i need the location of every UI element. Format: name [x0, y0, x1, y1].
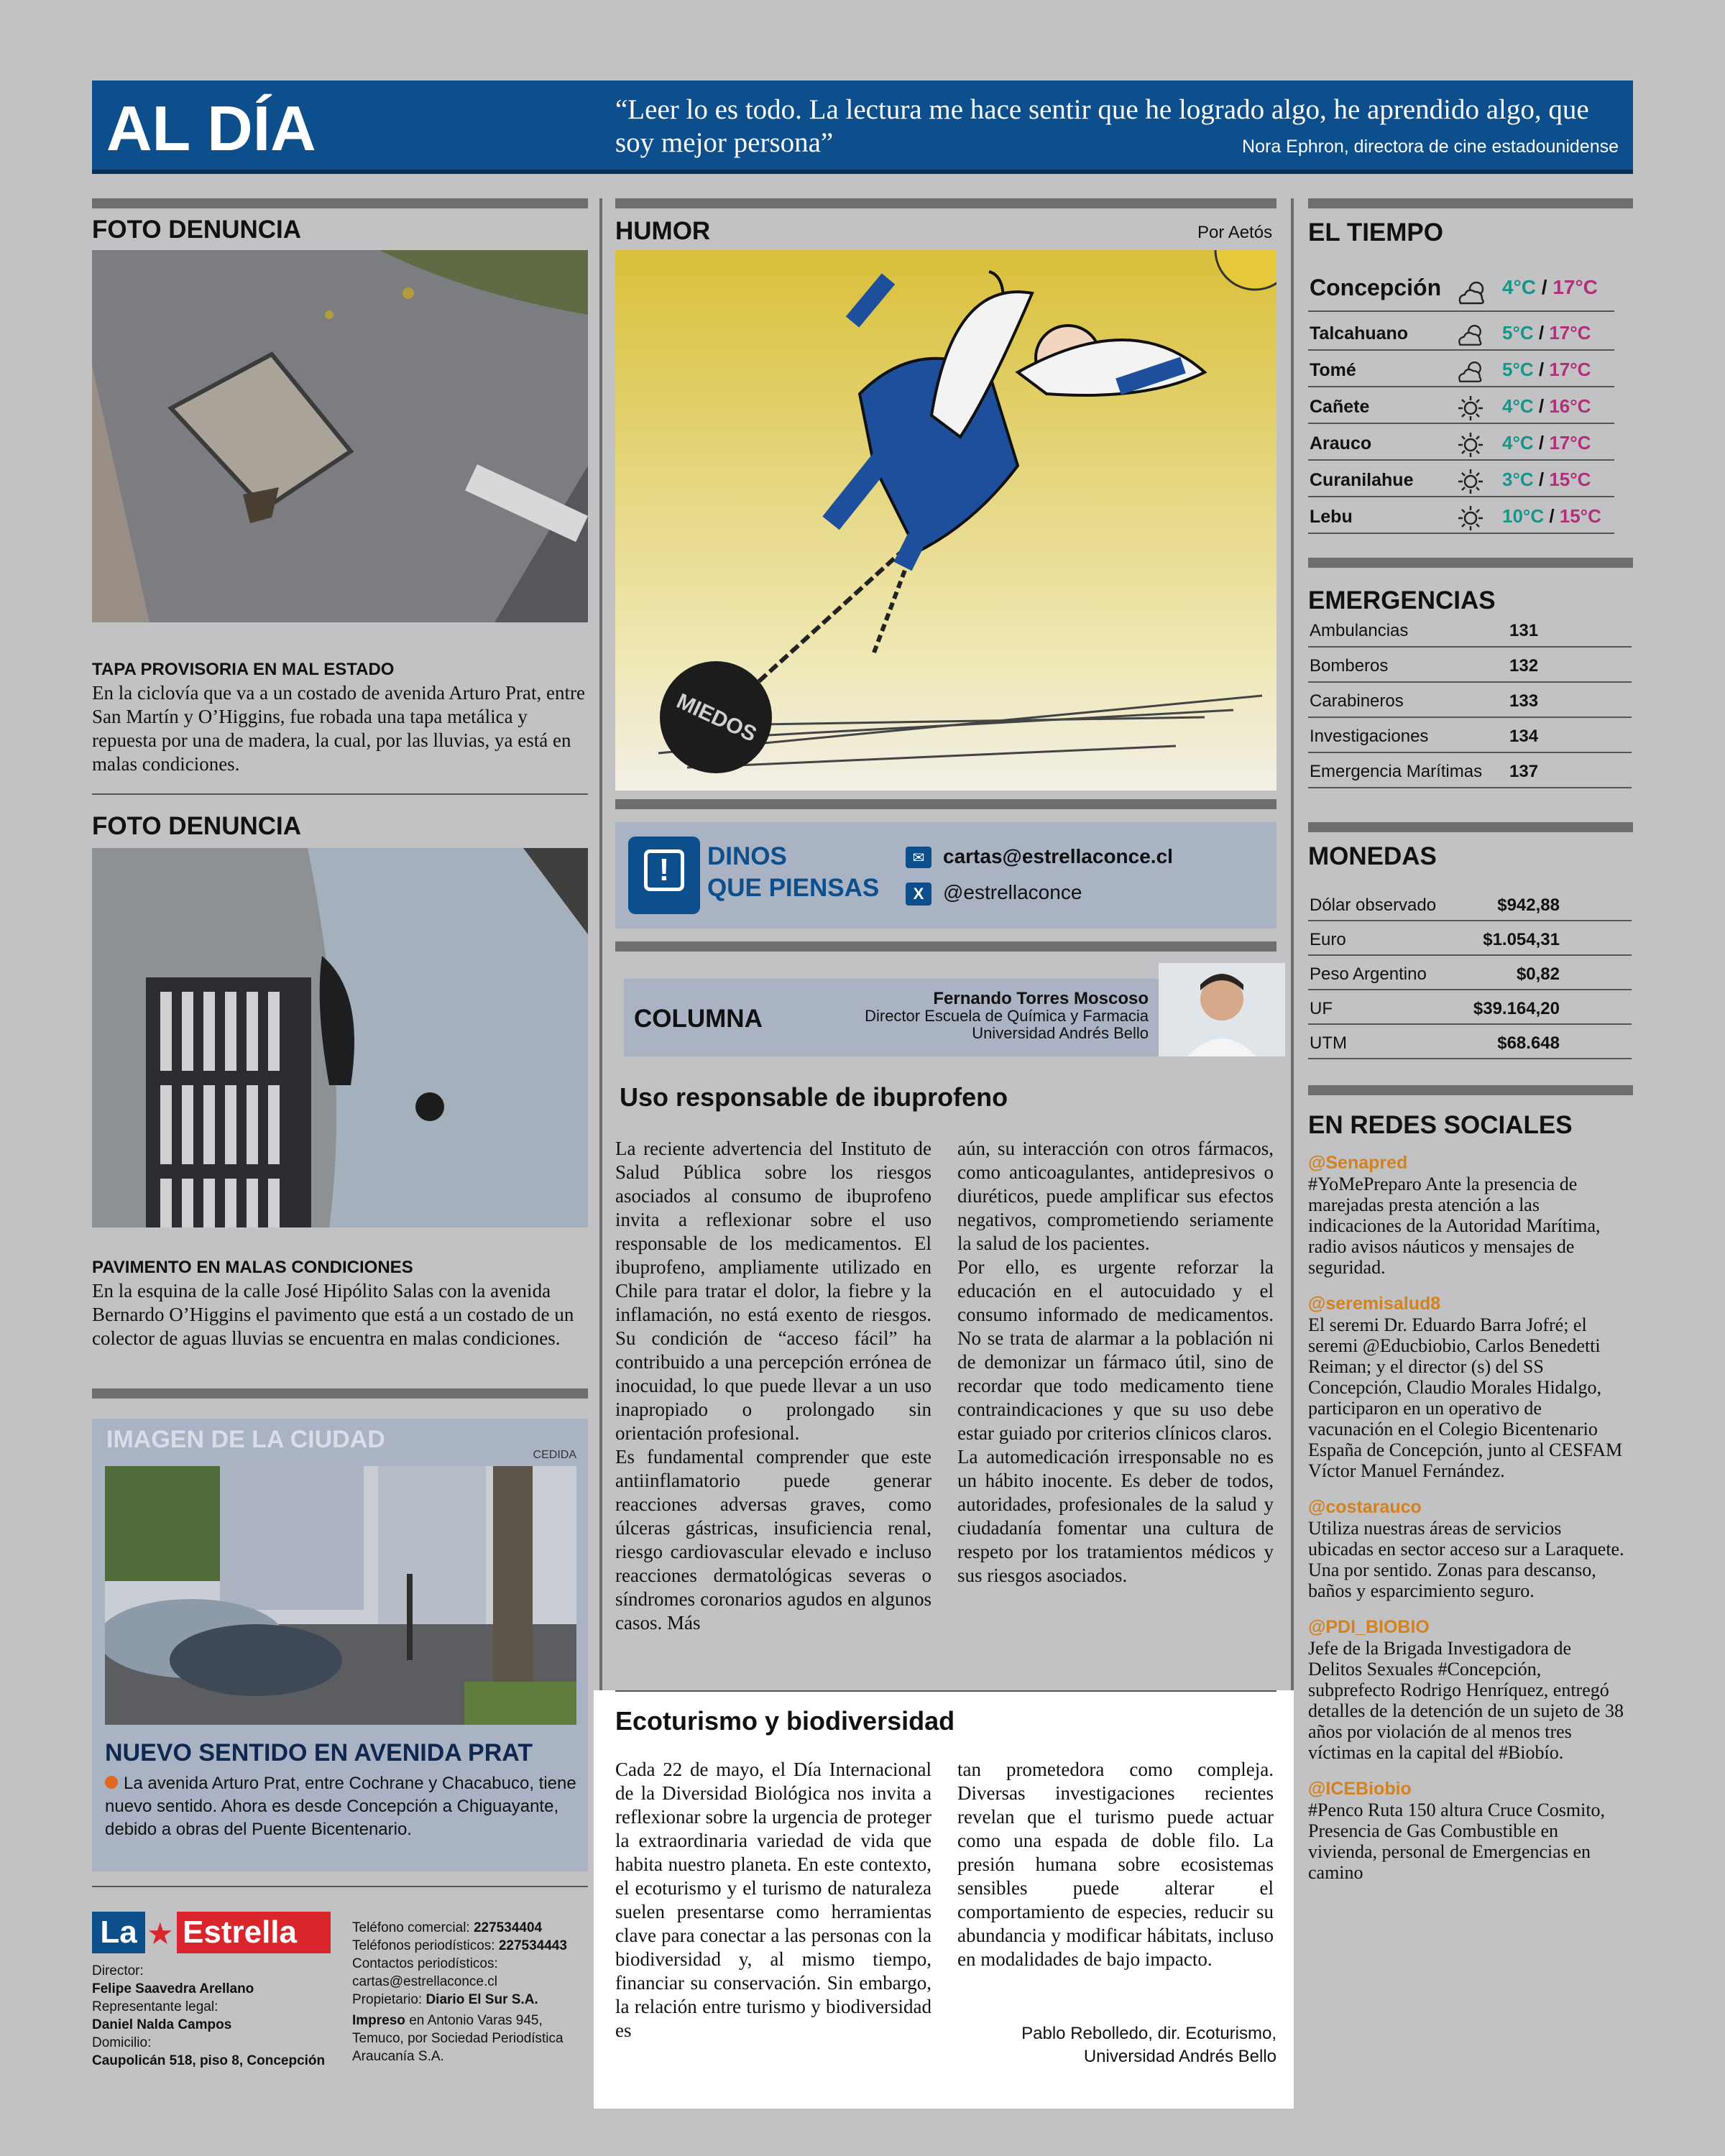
- social-post: [1308, 1779, 1624, 1883]
- imagen-ciudad-title: NUEVO SENTIDO EN AVENIDA PRAT: [105, 1739, 533, 1766]
- social-text: #YoMePreparo Ante la presencia de marejadas presta atención a las indicaciones de la Autoridad Marítima, radio avisos náuticos y mensajes de seguridad.: [1308, 1174, 1601, 1278]
- speech-bubble-icon: !: [628, 837, 700, 914]
- emergencia-label: Bomberos: [1310, 656, 1389, 676]
- social-post: [1308, 1617, 1624, 1763]
- contact-email[interactable]: cartas@estrellaconce.cl: [943, 845, 1173, 867]
- moneda-row: [1308, 921, 1632, 956]
- foto-denuncia-text: En la ciclovía que va a un costado de avenida Arturo Prat, entre San Martín y O’Higgins, fue robada una tapa metálica y repuesta por una de madera, la cual, por las lluvias, ya está en malas condiciones.: [92, 682, 585, 775]
- weather-temps: 5°C / 17°C: [1502, 322, 1591, 344]
- social-post: [1308, 1497, 1624, 1601]
- foto-denuncia-title: TAPA PROVISORIA EN MAL ESTADO: [92, 660, 395, 679]
- social-text: El seremi Dr. Eduardo Barra Jofré; el seremi @Educbiobio, Carlos Benedetti Reiman; y el director (s) del SS Concepción, Claudio Morales Hidalgo, participaron en un operativo de vacunación en el Colegio Bicentenario España de Concepción, junto al CESFAM Víctor Manuel Fernández.: [1308, 1314, 1623, 1481]
- moneda-row: [1308, 887, 1632, 921]
- star-icon: ★: [147, 1916, 174, 1951]
- emergencia-number: 131: [1509, 621, 1539, 640]
- weather-row: [1308, 351, 1614, 387]
- ecoturismo-box: [594, 1690, 1294, 2109]
- emergencia-row: [1308, 648, 1632, 683]
- foto-denuncia-heading: FOTO DENUNCIA: [92, 216, 302, 244]
- photo-credit: CEDIDA: [533, 1449, 576, 1461]
- foto-denuncia-photo-2: [92, 848, 588, 1227]
- tiempo-heading: EL TIEMPO: [1308, 218, 1443, 247]
- columna-col2: aún, su interacción con otros fármacos, como anticoagulantes, antidepresivos o diuréticos, puede amplificar sus efectos negativos, comprometiendo seriamente la salud de los pacientes. Por ello, es urgente reforzar la educación en el autocuidado y el consumo informado de medicamentos. No se trata de alarmar a la población ni de demonizar un fármaco útil, sino de recordar que todo medicamento tiene contraindicaciones y que su uso debe estar guiado por criterios clínicos claros. La automedicación irresponsable no es un hábito inocente. Es deber de todos, autoridades, profesionales de la salud y ciudadanía fomentar una cultura de respeto por los tratamientos médicos y sus riesgos asociados.: [957, 1138, 1274, 1586]
- section-rule: [1308, 1085, 1633, 1095]
- newspaper-logo: La ★ Estrella: [92, 1912, 329, 1953]
- monedas-heading: MONEDAS: [1308, 842, 1437, 870]
- redes-list: [1308, 1153, 1624, 1899]
- weather-temps: 4°C / 17°C: [1502, 432, 1591, 453]
- columna-heading: COLUMNA: [634, 1005, 763, 1033]
- sun-icon: [1455, 504, 1486, 533]
- emergencia-row: [1308, 683, 1632, 718]
- humor-cartoon: [615, 250, 1276, 791]
- weather-row: [1308, 461, 1614, 497]
- emergencia-label: Carabineros: [1310, 691, 1404, 711]
- x-icon: X: [906, 883, 932, 906]
- ecoturismo-title: Ecoturismo y biodiversidad: [615, 1706, 955, 1736]
- footer-staff: Director: Felipe Saavedra Arellano Representante legal: Daniel Nalda Campos Domicilio: Caupolicán 518, piso 8, Concepción: [92, 1963, 326, 2068]
- section-rule: [1308, 558, 1633, 568]
- moneda-label: UTM: [1310, 1033, 1347, 1053]
- section-rule: [92, 1388, 588, 1399]
- bullet-icon: [105, 1776, 118, 1789]
- moneda-row: [1308, 956, 1632, 990]
- moneda-label: UF: [1310, 999, 1333, 1018]
- footer-contacts: Teléfono comercial: 227534404 Teléfonos periodísticos: 227534443 Contactos periodísticos: cartas@estrellaconce.cl Propietario: Diario El Sur S.A. Impreso en Antonio Varas 945, Temuco, por Sociedad Periodística Araucanía S.A.: [352, 1920, 567, 2064]
- mail-icon: ✉: [906, 847, 932, 868]
- ecoturismo-col2: tan prometedora como compleja. Diversas investigaciones recientes revelan que el turismo puede actuar como una espada de doble filo. La presión humana sobre ecosistemas sensibles puede alterar el comportamiento de especies, reducir su abundancia y modificar hábitats, incluso en modalidades de bajo impacto.: [957, 1759, 1274, 1970]
- foto-denuncia-text-2: En la esquina de la calle José Hipólito Salas con la avenida Bernardo O’Higgins el pavimento que está a un costado de un colector de aguas lluvias se encuentra en malas condiciones.: [92, 1280, 574, 1349]
- columna-col1: La reciente advertencia del Instituto de Salud Pública sobre los riesgos asociados al consumo de ibuprofeno invita a reflexionar sobre el uso responsable de los medicamentos. El ibuprofeno, ampliamente utilizado en Chile para tratar el dolor, la fiebre y la inflamación, no está exento de riesgos. Su condición de “acceso fácil” ha contribuido a una percepción errónea de inocuidad, lo que puede llevar a un uso inapropiado o prolongado sin orientación profesional. Es fundamental comprender que este antiinflamatorio puede generar reacciones adversas graves, como úlceras gástricas, insuficiencia renal, riesgo cardiovascular elevado e incluso reacciones dermatológicas severas o síndromes coronarios agudos en algunos casos. Más: [615, 1138, 932, 1634]
- weather-city: Curanilahue: [1310, 470, 1414, 490]
- weather-temps: 3°C / 15°C: [1502, 469, 1591, 490]
- emergencia-number: 137: [1509, 762, 1539, 781]
- moneda-value: $1.054,31: [1483, 930, 1560, 949]
- weather-city: Talcahuano: [1310, 323, 1409, 344]
- sun-icon: [1455, 394, 1486, 423]
- section-rule: [615, 941, 1276, 952]
- moneda-value: $0,82: [1516, 964, 1560, 984]
- divider: [92, 793, 588, 795]
- dinos-heading: DINOS QUE PIENSAS: [707, 842, 880, 902]
- weather-table: [1308, 266, 1633, 539]
- social-post: [1308, 1294, 1624, 1481]
- ecoturismo-signature: Pablo Rebolledo, dir. Ecoturismo, Universidad Andrés Bello: [1021, 2024, 1276, 2066]
- weather-temps: 4°C / 16°C: [1502, 395, 1591, 417]
- contact-x-handle[interactable]: @estrellaconce: [943, 881, 1082, 903]
- social-text: Jefe de la Brigada Investigadora de Delitos Sexuales #Concepción, subprefecto Rodrigo Henríquez, entregó detalles de la detención de un sujeto de 38 años por violación de al menos tres víctimas en la capital del #Biobío.: [1308, 1638, 1624, 1763]
- weather-temps: 5°C / 17°C: [1502, 359, 1591, 380]
- header-quote: “Leer lo es todo. La lectura me hace sentir que he logrado algo, he aprendido algo, que soy mejor persona”: [615, 94, 1589, 158]
- section-rule: [615, 799, 1276, 809]
- emergencia-label: Emergencia Marítimas: [1310, 762, 1483, 781]
- foto-denuncia-heading-2: FOTO DENUNCIA: [92, 812, 302, 840]
- emergencia-number: 134: [1509, 727, 1539, 746]
- weather-row: [1308, 388, 1614, 424]
- social-handle[interactable]: @PDI_BIOBIO: [1308, 1617, 1430, 1637]
- weather-city: Tomé: [1310, 360, 1356, 380]
- emergencia-row: [1308, 612, 1632, 648]
- social-handle[interactable]: @seremisalud8: [1308, 1294, 1441, 1314]
- sun-icon: [1455, 430, 1486, 459]
- foto-denuncia-title-2: PAVIMENTO EN MALAS CONDICIONES: [92, 1258, 413, 1277]
- partly-cloudy-icon: [1455, 321, 1486, 349]
- moneda-value: $39.164,20: [1473, 999, 1560, 1018]
- columna-title: Uso responsable de ibuprofeno: [620, 1082, 1008, 1112]
- section-rule: [1308, 198, 1633, 208]
- weather-row: [1308, 498, 1614, 534]
- weather-city: Arauco: [1310, 433, 1372, 453]
- emergencias-heading: EMERGENCIAS: [1308, 586, 1496, 614]
- moneda-label: Euro: [1310, 930, 1346, 949]
- moneda-row: [1308, 990, 1632, 1025]
- sun-icon: [1455, 467, 1486, 496]
- social-handle[interactable]: @ICEBiobio: [1308, 1779, 1412, 1799]
- columna-author-block: Fernando Torres Moscoso Director Escuela de Química y Farmacia Universidad Andrés Bello: [865, 989, 1149, 1042]
- weather-row: [1308, 425, 1614, 461]
- section-rule: [92, 198, 588, 208]
- moneda-value: $942,88: [1497, 895, 1560, 915]
- partly-cloudy-icon: [1455, 277, 1489, 308]
- ball-label: MIEDOS: [673, 688, 760, 747]
- weather-temps: 10°C / 15°C: [1502, 505, 1601, 527]
- columna-header: [624, 979, 1285, 1056]
- partly-cloudy-icon: [1455, 357, 1486, 386]
- weather-city: Cañete: [1310, 397, 1370, 417]
- emergencia-label: Investigaciones: [1310, 727, 1429, 746]
- moneda-value: $68.648: [1497, 1033, 1560, 1053]
- emergencia-row: [1308, 753, 1632, 788]
- weather-city: Lebu: [1310, 507, 1353, 527]
- section-rule: [615, 198, 1276, 208]
- author-photo: [1159, 963, 1285, 1056]
- foto-denuncia-photo: [92, 250, 588, 622]
- monedas-table: [1308, 887, 1633, 1067]
- imagen-ciudad-text: La avenida Arturo Prat, entre Cochrane y Chacabuco, tiene nuevo sentido. Ahora es desde Concepción a Chiguayante, debido a obras del Puente Bicentenario.: [105, 1774, 576, 1839]
- emergencia-row: [1308, 718, 1632, 753]
- emergencias-table: [1308, 612, 1633, 799]
- ecoturismo-col1: Cada 22 de mayo, el Día Internacional de la Diversidad Biológica nos invita a reflexionar sobre la urgencia de proteger la extraordinaria variedad de vida que habita nuestro planeta. En este contexto, el ecoturismo y el turismo de naturaleza suelen presentarse como herramientas clave para conectar a las personas con la biodiversidad y, al mismo tiempo, financiar su conservación. Sin embargo, la relación entre turismo y biodiversidad es: [615, 1759, 932, 2041]
- humor-heading: HUMOR: [615, 217, 711, 245]
- section-title: AL DÍA: [106, 93, 316, 164]
- divider: [92, 1886, 588, 1887]
- moneda-label: Peso Argentino: [1310, 964, 1427, 984]
- divider: [615, 1690, 1276, 1692]
- moneda-label: Dólar observado: [1310, 895, 1437, 915]
- redes-heading: EN REDES SOCIALES: [1308, 1111, 1573, 1139]
- dinos-que-piensas-box: [615, 822, 1276, 929]
- weather-row: [1308, 315, 1614, 351]
- social-text: Utiliza nuestras áreas de servicios ubicadas en sector acceso sur a Laraquete. Una por sentido. Zonas para descanso, baños y esparcimiento seguro.: [1308, 1518, 1624, 1601]
- social-handle[interactable]: @Senapred: [1308, 1153, 1408, 1173]
- social-text: #Penco Ruta 150 altura Cruce Cosmito, Presencia de Gas Combustible en vivienda, personal de Emergencias en camino: [1308, 1800, 1606, 1883]
- imagen-ciudad-heading: IMAGEN DE LA CIUDAD: [106, 1426, 385, 1453]
- social-handle[interactable]: @costarauco: [1308, 1497, 1422, 1517]
- emergencia-number: 133: [1509, 691, 1539, 711]
- humor-byline: Por Aetós: [1197, 223, 1273, 242]
- section-rule: [1308, 822, 1633, 832]
- emergencia-number: 132: [1509, 656, 1539, 676]
- imagen-ciudad-box: [92, 1419, 588, 1871]
- section-header: [92, 80, 1633, 174]
- weather-row-main: Concepción 4°C / 17°C: [1308, 266, 1614, 312]
- moneda-row: [1308, 1025, 1632, 1059]
- header-quote-author: Nora Ephron, directora de cine estadounidense: [1242, 137, 1619, 157]
- imagen-ciudad-photo: [105, 1466, 576, 1725]
- social-post: [1308, 1153, 1624, 1278]
- emergencia-label: Ambulancias: [1310, 621, 1409, 640]
